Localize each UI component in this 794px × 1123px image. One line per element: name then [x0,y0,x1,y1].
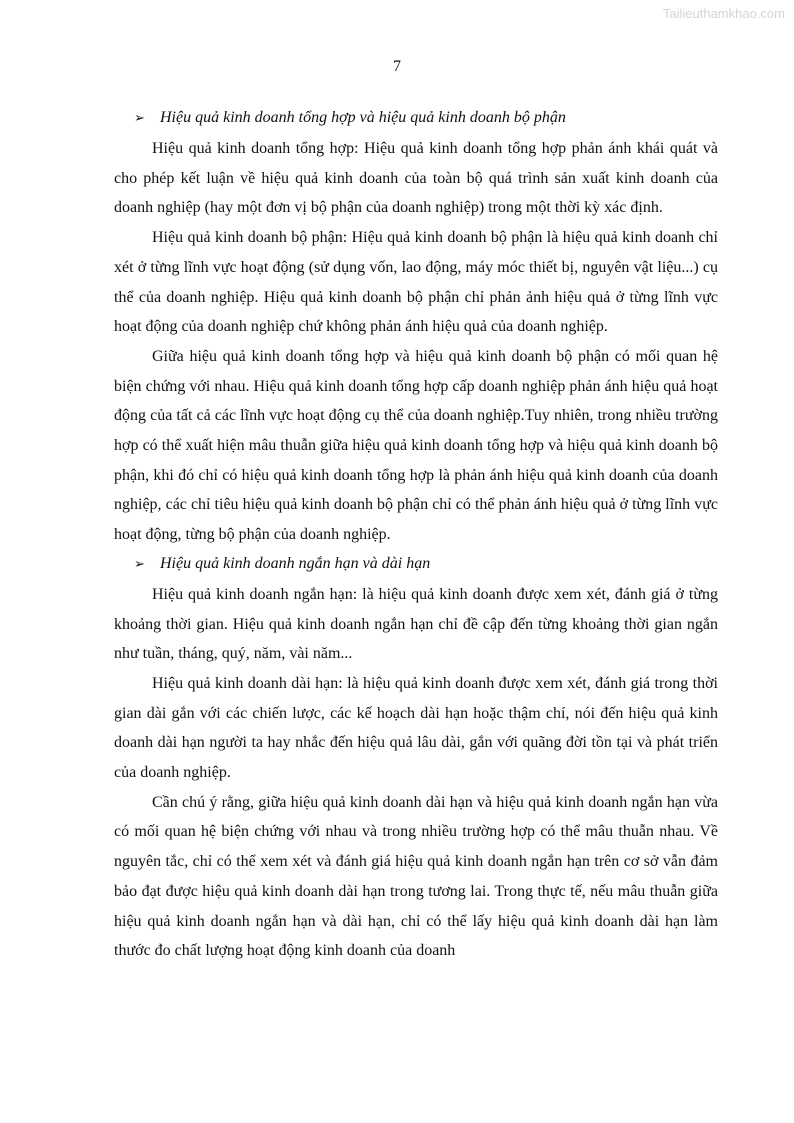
section-heading-text: Hiệu quả kinh doanh ngắn hạn và dài hạn [160,554,431,572]
paragraph: Hiệu quả kinh doanh bộ phận: Hiệu quả kinh doanh bộ phận là hiệu quả kinh doanh chỉ xét ở từng lĩnh vực hoạt động (sử dụng vốn, lao động, máy móc thiết bị, nguyên vật liệu...) cụ thể của doanh nghiệp. Hiệu quả kinh doanh bộ phận chỉ phản ảnh hiệu quả ở từng lĩnh vực hoạt động của doanh nghiệp chứ không phản ánh hiệu quả của doanh nghiệp. [114,229,718,336]
paragraph: Hiệu quả kinh doanh dài hạn: là hiệu quả kinh doanh được xem xét, đánh giá trong thời gian dài gắn với các chiến lược, các kế hoạch dài hạn hoặc thậm chí, nói đến hiệu quả kinh doanh dài hạn người ta hay nhắc đến hiệu quả lâu dài, gắn với quãng đời tồn tại và phát triển của doanh nghiệp. [114,674,718,782]
paragraph: Hiệu quả kinh doanh ngắn hạn: là hiệu quả kinh doanh được xem xét, đánh giá ở từng khoảng thời gian. Hiệu quả kinh doanh ngắn hạn chỉ đề cập đến từng khoảng thời gian ngắn như tuần, tháng, quý, năm, vài năm... [114,585,718,663]
section-aggregate-vs-partial [114,104,718,550]
section-heading [114,550,718,578]
paragraph: Hiệu quả kinh doanh tổng hợp: Hiệu quả kinh doanh tổng hợp phản ánh khái quát và cho phép kết luận về hiệu quả kinh doanh của toàn bộ quá trình sản xuất kinh doanh của doanh nghiệp (hay một đơn vị bộ phận của doanh nghiệp) trong một thời kỳ xác định. [114,140,718,217]
paragraph: Cần chú ý rằng, giữa hiệu quả kinh doanh dài hạn và hiệu quả kinh doanh ngắn hạn vừa có mối quan hệ biện chứng với nhau và trong nhiều trường hợp có thể mâu thuẫn nhau. Về nguyên tắc, chỉ có thể xem xét và đánh giá hiệu quả kinh doanh ngắn hạn trên cơ sở vẫn đảm bảo đạt được hiệu quả kinh doanh dài hạn trong tương lai. Trong thực tế, nếu mâu thuẫn giữa hiệu quả kinh doanh ngắn hạn và dài hạn, chỉ có thể lấy hiệu quả kinh doanh dài hạn làm thước đo chất lượng hoạt động kinh doanh của doanh [114,793,718,960]
section-heading [114,104,718,132]
section-heading-text: Hiệu quả kinh doanh tổng hợp và hiệu quả kinh doanh bộ phận [160,109,566,126]
paragraph: Giữa hiệu quả kinh doanh tổng hợp và hiệu quả kinh doanh bộ phận có mối quan hệ biện chứng với nhau. Hiệu quả kinh doanh tổng hợp cấp doanh nghiệp phản ánh hiệu quả hoạt động của tất cả các lĩnh vực hoạt động cụ thể của doanh nghiệp.Tuy nhiên, trong nhiều trường hợp có thể xuất hiện mâu thuẫn giữa hiệu quả kinh doanh tổng hợp và hiệu quả kinh doanh bộ phận, khi đó chỉ có hiệu quả kinh doanh tổng hợp là phản ánh hiệu quả kinh doanh của doanh nghiệp, các chỉ tiêu hiệu quả kinh doanh bộ phận chỉ có thể phản ánh hiệu quả ở từng lĩnh vực hoạt động, từng bộ phận của doanh nghiệp. [114,347,718,544]
document-body [114,104,718,966]
watermark: Tailieuthamkhao.com [662,6,785,21]
section-short-vs-long-term [114,550,718,966]
arrow-bullet-icon: ➢ [134,555,145,571]
page-number: 7 [393,58,401,75]
arrow-bullet-icon: ➢ [134,110,145,125]
